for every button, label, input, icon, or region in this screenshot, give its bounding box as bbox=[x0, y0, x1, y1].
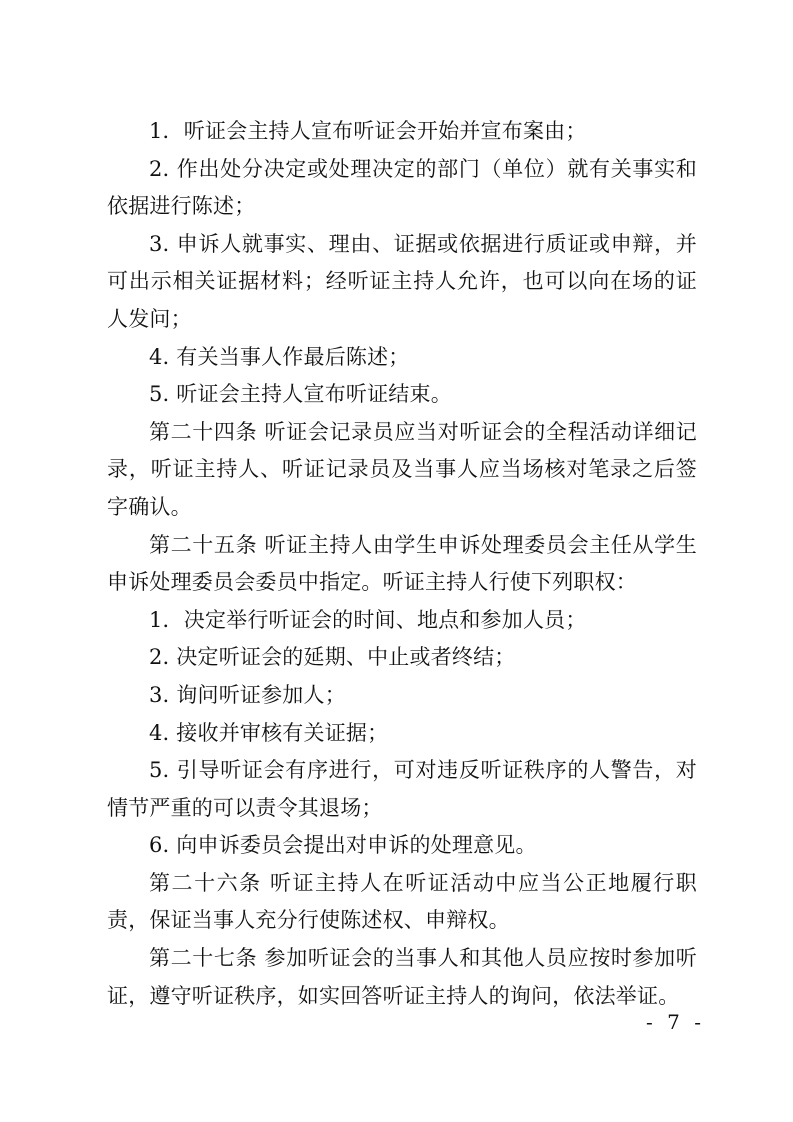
power-item-5: 5. 引导听证会有序进行，可对违反听证秩序的人警告，对情节严重的可以责令其退场； bbox=[107, 758, 697, 820]
article-24: 第二十四条 听证会记录员应当对听证会的全程活动详细记录，听证主持人、听证记录员及当事人应当场核对笔录之后签字确认。 bbox=[107, 419, 697, 519]
power-item-6: 6. 向申诉委员会提出对申诉的处理意见。 bbox=[149, 833, 537, 858]
article-27: 第二十七条 参加听证会的当事人和其他人员应按时参加听证，遵守听证秩序，如实回答听证主持人的询问，依法举证。 bbox=[107, 946, 697, 1008]
paragraph-step-5: 5. 听证会主持人宣布听证结束。 bbox=[149, 382, 452, 407]
power-item-4: 4. 接收并审核有关证据； bbox=[149, 720, 389, 745]
power-item-2: 2. 决定听证会的延期、中止或者终结； bbox=[149, 645, 516, 670]
paragraph-step-1: 1．听证会主持人宣布听证会开始并宣布案由； bbox=[149, 119, 587, 143]
article-26: 第二十六条 听证主持人在听证活动中应当公正地履行职责，保证当事人充分行使陈述权、申辩权。 bbox=[107, 870, 697, 933]
paragraph-step-4: 4. 有关当事人作最后陈述； bbox=[149, 344, 410, 369]
power-item-3: 3. 询问听证参加人； bbox=[149, 682, 346, 707]
paragraph-step-2: 2. 作出处分决定或处理决定的部门（单位）就有关事实和依据进行陈述； bbox=[107, 156, 697, 219]
page-number: - 7 - bbox=[646, 1010, 705, 1034]
article-25: 第二十五条 听证主持人由学生申诉处理委员会主任从学生申诉处理委员会委员中指定。听证主持人行使下列职权： bbox=[107, 532, 697, 595]
power-item-1: 1．决定举行听证会的时间、地点和参加人员； bbox=[149, 607, 587, 632]
paragraph-step-3: 3. 申诉人就事实、理由、证据或依据进行质证或申辩，并可出示相关证据材料；经听证主持人允许，也可以向在场的证人发问； bbox=[107, 231, 697, 331]
document-body bbox=[107, 113, 697, 1015]
